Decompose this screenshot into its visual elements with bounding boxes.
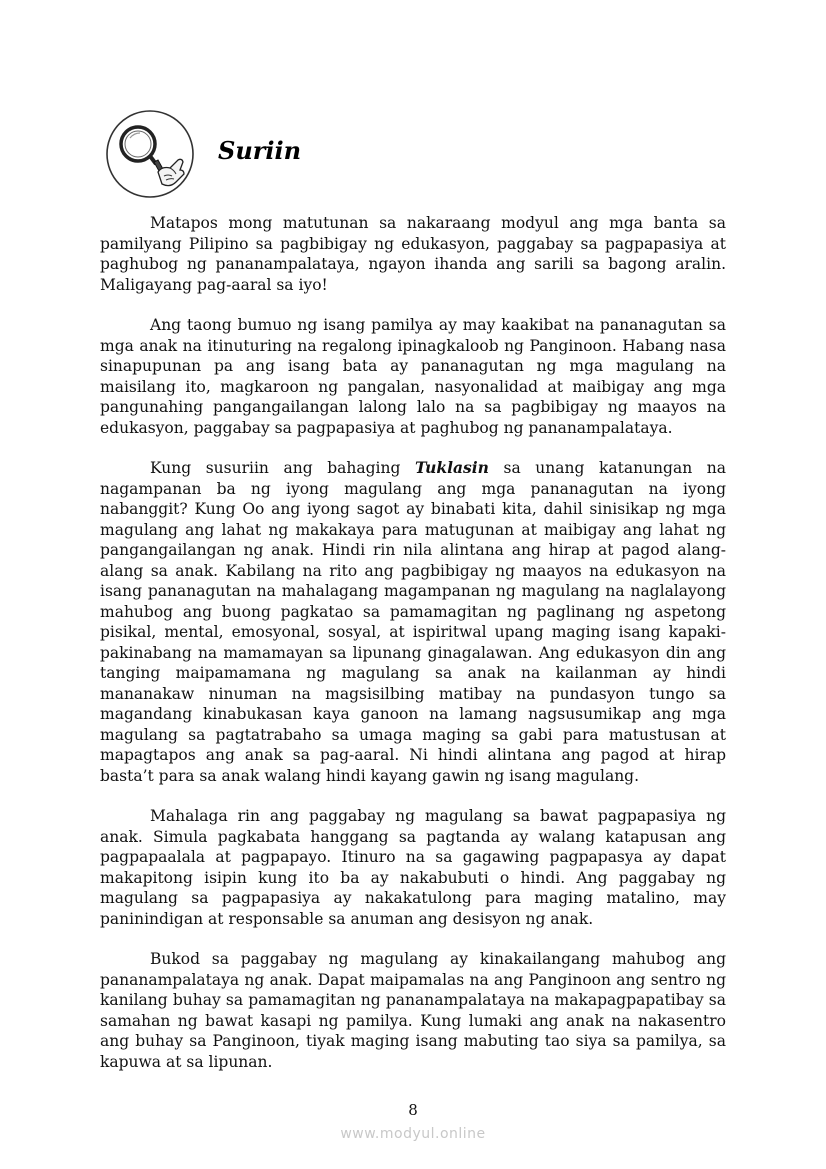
paragraph-guidance: Mahalaga rin ang paggabay ng magulang sa bawat pagpapasiya ng anak. Simula pagkabata hanggang sa pagtanda ay walang katapusan ang pagpapaalala at pagpapayo. Itinuro na sa gagawing pagpapasya ay dapat makapitong isipin kung ito ba ay nakabubuti o hindi. Ang paggabay ng magulang sa pagpapasiya ay nakakatulong para maging matalino, may paninindigan at responsable sa anuman ang desisyon ng anak.: [100, 807, 726, 928]
paragraph-responsibility: Ang taong bumuo ng isang pamilya ay may kaakibat na pananagutan sa mga anak na itinuturing na regalong ipinagkaloob ng Panginoon. Habang nasa sinapupunan pa ang isang bata ay pananagutan ng mga magulang na maisilang ito, magkaroon ng pangalan, nasyonalidad at maibigay ang mga pangunahing pangangailangan lalong lalo na sa pagbibigay ng maayos na edukasyon, paggabay sa pagpapasiya at paghubog ng pananampalataya.: [100, 316, 726, 437]
body-text: [100, 213, 726, 1092]
magnifying-glass-icon: [104, 108, 196, 200]
paragraph-intro: Matapos mong matutunan sa nakaraang modyul ang mga banta sa pamilyang Pilipino sa pagbibigay ng edukasyon, paggabay sa pagpapasiya at paghubog ng pananampalataya, ngayon ihanda ang sarili sa bagong aralin. Maligayang pag-aaral sa iyo!: [100, 214, 726, 294]
section-header: [104, 108, 301, 200]
page-number: 8: [408, 1101, 418, 1119]
paragraph-education: [100, 458, 726, 786]
tuklasin-emphasis: Tuklasin: [414, 458, 489, 477]
section-title: Suriin: [218, 135, 302, 165]
watermark: www.modyul.online: [340, 1126, 486, 1142]
paragraph-education-rest: sa unang katanungan na nagampanan ba ng iyong magulang ang mga pananagutan na iyong nabanggit? Kung Oo ang iyong sagot ay binabati kita, dahil sinisikap ng mga magulang ang lahat ng makakaya para matugunan at maibigay ang lahat ng pangangailangan ng anak. Hindi rin nila alintana ang hirap at pagod alang-alang sa anak. Kabilang na rito ang pagbibigay ng maayos na edukasyon na isang pananagutan na mahalagang magampanan ng magulang na naglalayong mahubog ang buong pagkatao sa pamamagitan ng paglinang ng aspetong pisikal, mental, emosyonal, sosyal, at ispiritwal upang maging isang kapaki-pakinabang na mamamayan sa lipunang ginagalawan. Ang edukasyon din ang tanging maipamamana ng magulang sa anak na kailanman ay hindi mananakaw ninuman na magsisilbing matibay na pundasyon tungo sa magandang kinabukasan kaya ganoon na lamang nagsusumikap ang mga magulang sa pagtatrabaho sa umaga maging sa gabi para matustusan at mapagtapos ang anak sa pag-aaral. Ni hindi alintana ang pagod at hirap basta’t para sa anak walang hindi kayang gawin ng isang magulang.: [100, 459, 726, 785]
paragraph-education-start: Kung susuriin ang bahaging: [150, 459, 415, 477]
paragraph-faith: Bukod sa paggabay ng magulang ay kinakailangang mahubog ang pananampalataya ng anak. Dapat maipamalas na ang Panginoon ang sentro ng kanilang buhay sa pamamagitan ng pananampalataya na makapagpapatibay sa samahan ng bawat kasapi ng pamilya. Kung lumaki ang anak na nakasentro ang buhay sa Panginoon, tiyak maging isang mabuting tao siya sa pamilya, sa kapuwa at sa lipunan.: [100, 950, 726, 1071]
